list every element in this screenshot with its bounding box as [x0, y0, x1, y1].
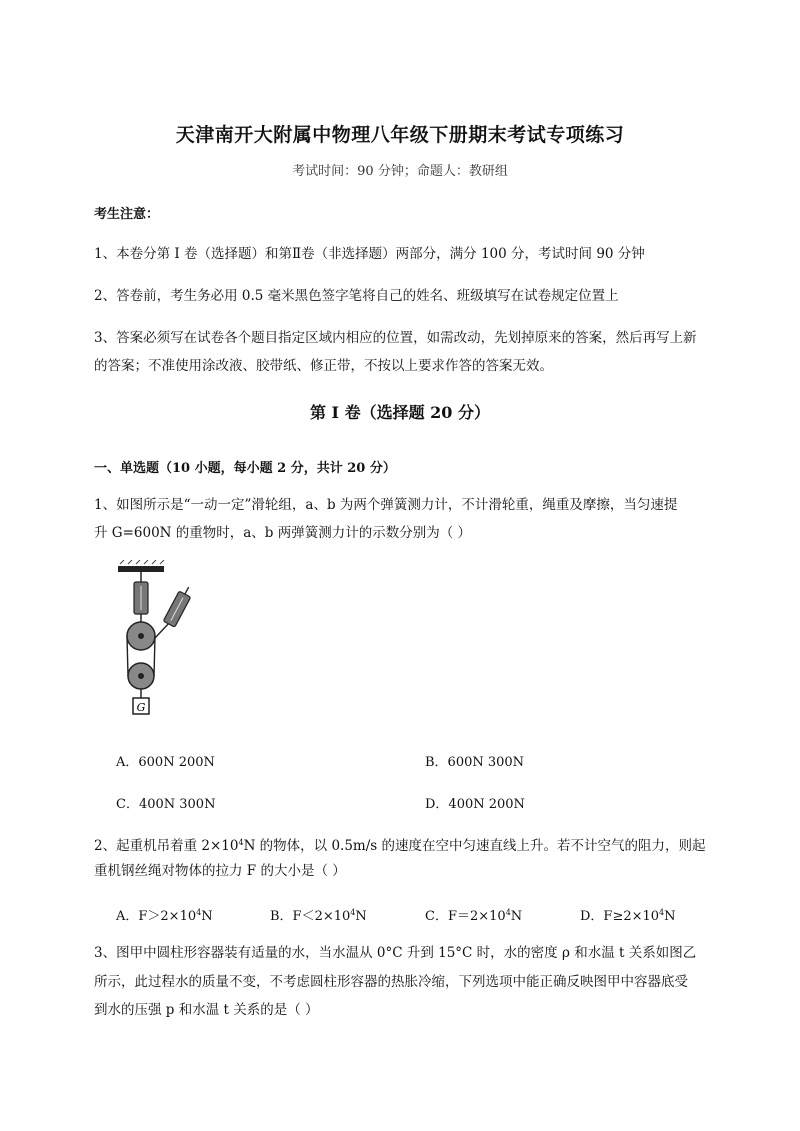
exponent: 4 — [196, 908, 202, 917]
exponent: 4 — [238, 838, 244, 847]
notes-heading: 考生注意： — [94, 207, 160, 222]
note-item: 3、答案必须写在试卷各个题目指定区域内相应的位置，如需改动，先划掉原来的答案，然后再写上新 — [94, 330, 697, 346]
ceiling-support — [118, 566, 164, 572]
exam-info: 考试时间：90 分钟；命题人：教研组 — [292, 164, 508, 179]
option-a[interactable] — [116, 905, 213, 924]
question-1-text: 1、如图所示是“一动一定”滑轮组，a、b 为两个弹簧测力计，不计滑轮重，绳重及摩擦，当匀速提 — [94, 497, 678, 513]
unit: N — [355, 909, 367, 924]
exponent: 4 — [659, 908, 665, 917]
option-c[interactable]: C．400N 300N — [116, 797, 216, 812]
weight-label: G — [136, 701, 146, 714]
exponent: 4 — [505, 908, 511, 917]
option-a-label: A．F＞2×10 — [116, 909, 197, 924]
option-d-label: D．F≥2×10 — [580, 909, 660, 924]
pulley-diagram — [112, 560, 202, 725]
note-item: 2、答卷前，考生务必用 0.5 毫米黑色签字笔将自己的姓名、班级填写在试卷规定位置上 — [94, 288, 619, 304]
unit: N — [201, 909, 213, 924]
exponent: 4 — [350, 908, 356, 917]
question-3-text-continued: 到水的压强 p 和水温 t 关系的是（ ） — [94, 1002, 319, 1018]
note-item-continued: 的答案；不准使用涂改液、胶带纸、修正带，不按以上要求作答的答案无效。 — [94, 358, 553, 374]
question-2-text-start: 2、起重机吊着重 2×10 — [94, 838, 239, 854]
pulley-figure — [112, 560, 202, 729]
page-title: 天津南开大附属中物理八年级下册期末考试专项练习 — [175, 124, 625, 146]
question-3-text-continued: 所示，此过程水的质量不变，不考虑圆柱形容器的热胀冷缩，下列选项中能正确反映图甲中容器底受 — [94, 974, 688, 990]
question-3-text: 3、图甲中圆柱形容器装有适量的水，当水温从 0°C 升到 15°C 时，水的密度 ρ 和水温 t 关系如图乙 — [94, 945, 697, 961]
question-2-text-continued: 重机钢丝绳对物体的拉力 F 的大小是（ ） — [94, 863, 346, 879]
question-1-text-continued: 升 G=600N 的重物时，a、b 两弹簧测力计的示数分别为（ ） — [94, 525, 472, 541]
option-d[interactable]: D．400N 200N — [425, 797, 525, 812]
option-d[interactable] — [580, 905, 676, 924]
option-c-label: C．F＝2×10 — [425, 909, 506, 924]
section-title: 第 I 卷（选择题 20 分） — [309, 403, 491, 422]
note-item: 1、本卷分第 I 卷（选择题）和第Ⅱ卷（非选择题）两部分，满分 100 分，考试时间 90 分钟 — [94, 246, 645, 262]
option-b-label: B．F＜2×10 — [270, 909, 351, 924]
unit: N — [510, 909, 523, 924]
spring-scale-b — [163, 584, 194, 627]
option-b[interactable]: B．600N 300N — [425, 755, 525, 770]
unit: N — [664, 909, 676, 924]
question-2-text-end: N 的物体，以 0.5m/s 的速度在空中匀速直线上升。若不计空气的阻力，则起 — [243, 838, 706, 854]
part-heading: 一、单选题（10 小题，每小题 2 分，共计 20 分） — [94, 461, 396, 476]
option-a[interactable]: A．600N 200N — [116, 755, 215, 770]
option-c[interactable] — [425, 905, 522, 924]
option-b[interactable] — [270, 905, 367, 924]
